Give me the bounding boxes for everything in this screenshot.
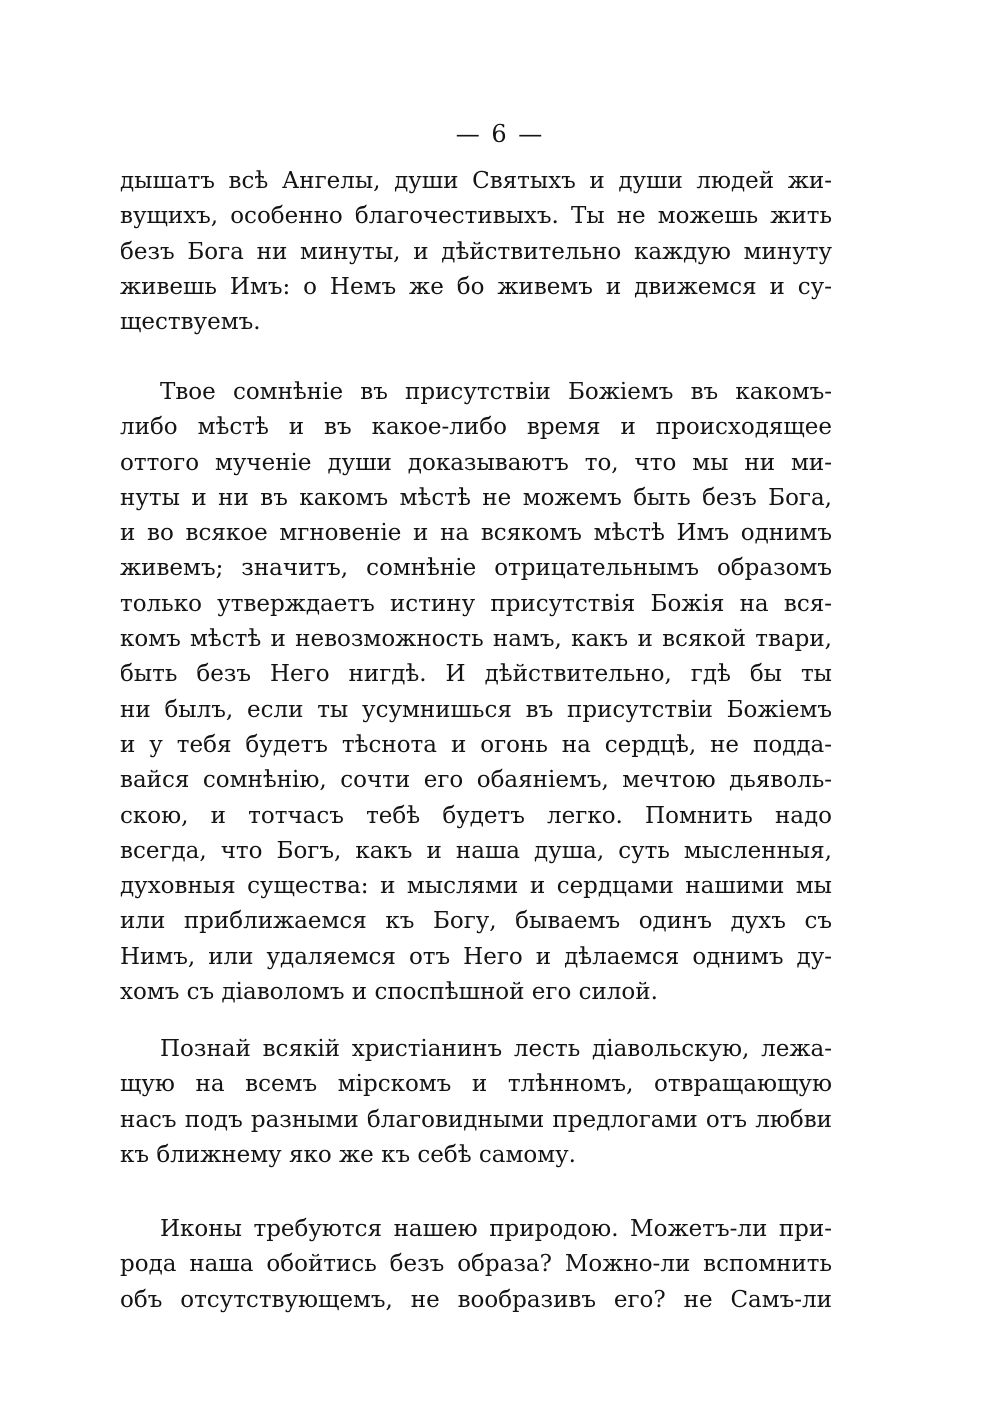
text-line: ществуемъ. xyxy=(120,309,261,336)
text-line: духовныя существа: и мыслями и сердцами нашими мы xyxy=(120,873,832,900)
text-line: скою, и тотчасъ тебѣ будетъ легко. Помнить надо xyxy=(120,802,832,829)
text-line: дышатъ всѣ Ангелы, души Святыхъ и души людей жи- xyxy=(120,168,832,194)
text-line: оттого мученіе души доказываютъ то, что мы ни ми- xyxy=(120,449,832,476)
text-line: хомъ съ діаволомъ и споспѣшной его силой. xyxy=(120,979,658,1006)
text-line: или приближаемся къ Богу, бываемъ одинъ духъ съ xyxy=(120,908,832,935)
paragraph-2 xyxy=(120,375,832,1010)
text-line: объ отсутствующемъ, не вообразивъ его? не Самъ-ли xyxy=(120,1286,832,1313)
text-line: щую на всемъ мірскомъ и тлѣнномъ, отвращающую xyxy=(120,1071,832,1098)
page-number: — 6 — xyxy=(455,120,545,148)
text-line: живемъ; значитъ, сомнѣніе отрицательнымъ образомъ xyxy=(120,555,832,582)
text-line: Иконы требуются нашею природою. Можетъ-ли при- xyxy=(160,1216,832,1242)
text-line: ни былъ, если ты усумнишься въ присутствіи Божіемъ xyxy=(120,696,832,723)
text-line: всегда, что Богъ, какъ и наша душа, суть мысленныя, xyxy=(120,837,832,864)
text-line: только утверждаетъ истину присутствія Божія на вся- xyxy=(120,590,832,617)
text-line: къ ближнему яко же къ себѣ самому. xyxy=(120,1141,576,1168)
text-line: Нимъ, или удаляемся отъ Него и дѣлаемся однимъ ду- xyxy=(120,943,832,970)
paragraph-1 xyxy=(120,164,832,340)
text-line: быть безъ Него нигдѣ. И дѣйствительно, гдѣ бы ты xyxy=(120,661,832,688)
text-line: насъ подъ разными благовидными предлогами отъ любви xyxy=(120,1106,832,1133)
text-line: вущихъ, особенно благочестивыхъ. Ты не можешь жить xyxy=(120,203,832,230)
text-line: рода наша обойтись безъ образа? Можно-ли вспомнить xyxy=(120,1251,832,1278)
paragraph-3 xyxy=(120,1032,832,1173)
text-line: комъ мѣстѣ и невозможность намъ, какъ и всякой твари, xyxy=(120,626,832,653)
text-line: безъ Бога ни минуты, и дѣйствительно каждую минуту xyxy=(120,238,832,265)
text-line: вайся сомнѣнію, сочти его обаяніемъ, мечтою дьяволь- xyxy=(120,767,832,794)
text-line: и во всякое мгновеніе и на всякомъ мѣстѣ Имъ однимъ xyxy=(120,520,832,547)
text-line: Твое сомнѣніе въ присутствіи Божіемъ въ какомъ- xyxy=(160,379,832,405)
text-line: и у тебя будетъ тѣснота и огонь на сердцѣ, не подда- xyxy=(120,731,832,758)
text-line: живешь Имъ: о Немъ же бо живемъ и движемся и су- xyxy=(120,273,832,300)
paragraph-4 xyxy=(120,1212,832,1318)
text-line: нуты и ни въ какомъ мѣстѣ не можемъ быть безъ Бога, xyxy=(120,484,832,511)
text-line: либо мѣстѣ и въ какое-либо время и происходящее xyxy=(120,414,832,441)
text-line: Познай всякій христіанинъ лесть діавольскую, лежа- xyxy=(160,1036,832,1062)
